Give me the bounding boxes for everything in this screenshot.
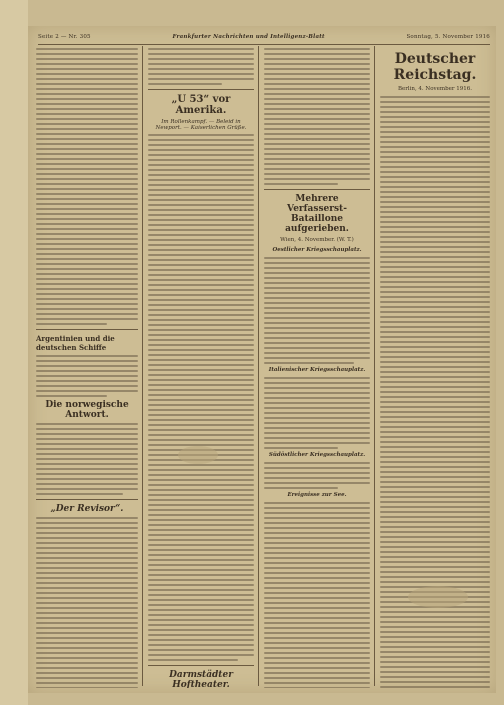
running-head <box>38 32 490 45</box>
section-suedoestlicher: Südöstlicher Kriegsschauplatz. <box>268 452 366 458</box>
article-body <box>36 48 138 325</box>
column-rule <box>142 46 143 686</box>
page-margin-left <box>0 0 28 705</box>
column-rule <box>258 46 259 686</box>
headline-reichstag: Deutscher Reichstag. <box>393 51 477 83</box>
section-italienischer: Italienischer Kriegsschauplatz. <box>268 367 366 373</box>
section-see: Ereignisse zur See. <box>287 492 347 498</box>
column-2 <box>148 48 254 688</box>
headline-norwegische-antwort: Die norwegische Antwort. <box>45 400 129 420</box>
paper-stain <box>408 586 468 608</box>
dateline-wien: Wien, 4. November. (W. T.) <box>280 237 354 243</box>
column-1 <box>36 48 138 688</box>
headline-revisor: „Der Revisor“. <box>50 504 124 514</box>
headline-bataillone: Mehrere Verfasserst-Bataillone aufgerieben. <box>285 194 349 234</box>
subheadline-u53: Im Rollenkampf. — Beleid in Newport. — Kaiserlichen Grüße. <box>155 119 247 131</box>
headline-u53-amerika: „U 53“ vor Amerika. <box>171 94 231 116</box>
column-3 <box>264 48 370 688</box>
headline-hoftheater: Darmstädter Hoftheater. <box>169 670 233 688</box>
dateline-berlin: Berlin, 4. November 1916. <box>397 86 473 92</box>
column-rule <box>374 46 375 686</box>
section-oestlicher: Oestlicher Kriegsschauplatz. <box>272 247 362 253</box>
paper-stain <box>178 446 218 464</box>
issue-date: Sonntag, 5. November 1916 <box>406 34 490 40</box>
newspaper-title: Frankfurter Nachrichten und Intelligenz-Blatt <box>172 34 325 40</box>
headline-argentinien: Argentinien und die deutschen Schiffe <box>36 334 115 352</box>
page-number: Seite 2 — Nr. 305 <box>38 34 91 40</box>
newspaper-page <box>28 26 496 693</box>
